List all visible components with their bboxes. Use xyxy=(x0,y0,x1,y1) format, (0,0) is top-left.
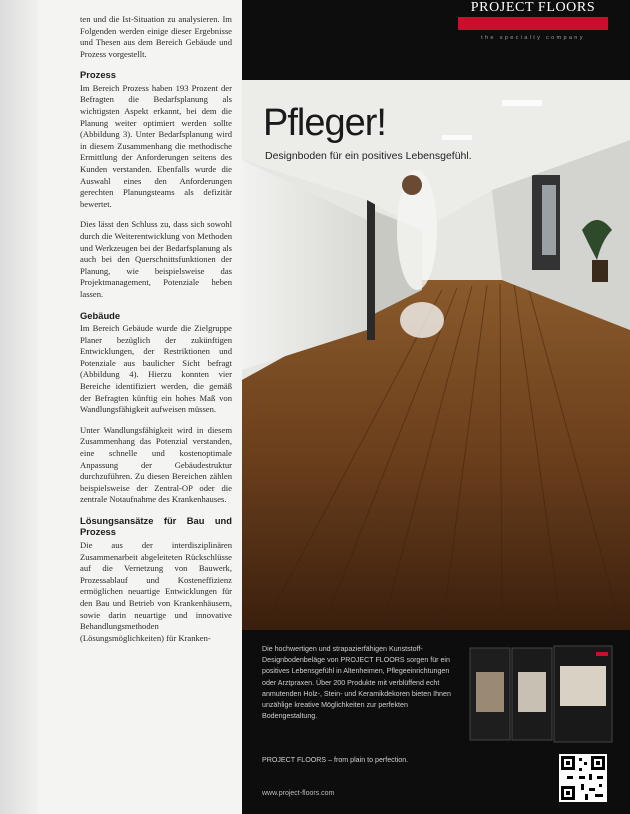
ad-slogan: PROJECT FLOORS – from plain to perfection. xyxy=(262,756,409,764)
heading-prozess: Prozess xyxy=(80,69,116,81)
loesung-paragraph: Die aus der interdisziplinären Zusammenarbeit abgeleiteten Rückschlüsse auf die Vernetzung von Bauwerk, Prozessablauf und Kosteneffizienz ermöglichen neuartige Entwicklungen für den Bau und Betrieb von Krankenhäusern, sowie darin neuartige und innovative Behandlungsmethoden (Lösungsmöglichkeiten) für Kranken- xyxy=(80,539,232,643)
prozess-paragraph-1: Im Bereich Prozess haben 193 Prozent der Befragten die Bedarfsplanung als wichtigsten Aspekt erkannt, bei dem die Planung weiter optimiert werden sollte (Abbildung 3). Unter Bedarfsplanung wird in diesem Zusammenhang die methodische Ermittlung der Anforderungen seitens des Kunden verstanden. Ebenfalls wurde die Auswahl eines den Anforderungen gerechten Planungsteams als defizitär bewertet. xyxy=(80,82,232,209)
article-column xyxy=(80,14,232,653)
intro-paragraph: ten und die Ist-Situation zu analysieren. Im Folgenden werden einige dieser Ergebnisse und Thesen aus dem Bereich Gebäude und Prozess vorgestellt. xyxy=(80,14,232,59)
ad-subline: Designboden für ein positives Lebensgefühl. xyxy=(265,150,472,162)
gebaeude-paragraph-1: Im Bereich Gebäude wurde die Zielgruppe Planer bezüglich der zukünftigen Entwicklungen, der Restriktionen und Potenziale aus baulicher Sicht befragt (Abbildung 4). Hierzu konnten vier Bereiche identifiziert werden, die gemäß der Befragten künftig ein hohes Maß von Wandlungsfähigkeit aufweisen müssen. xyxy=(80,323,232,415)
catalog-illustration xyxy=(466,644,616,746)
gebaeude-paragraph-2: Unter Wandlungsfähigkeit wird in diesem Zusammenhang das Potenzial verstanden, eine schnelle und kostenoptimale Anpassung der Gebäudestruktur durchzuführen. Zu diesen Bereichen zählen beispielsweise der Zentral-OP oder die zentrale Notaufnahme des Krankenhauses. xyxy=(80,424,232,505)
ad-url: www.project-floors.com xyxy=(262,790,335,797)
brand-name: PROJECT FLOORS xyxy=(470,0,596,15)
corridor-photo xyxy=(242,80,630,630)
ad-headline: Pfleger! xyxy=(263,102,386,144)
brand-logo xyxy=(458,0,608,41)
heading-gebaeude: Gebäude xyxy=(80,309,121,321)
brand-tagline: the specialty company xyxy=(481,35,585,41)
prozess-paragraph-2: Dies lässt den Schluss zu, dass sich sowohl durch die Weiterentwicklung von Methoden und Werkzeugen bei der Bedarfsplanung als auch bei den Querschnittsfunktionen der Planung, wie beispielsweise das Projektmanagement, Potenziale heben lassen. xyxy=(80,219,232,299)
page-gutter xyxy=(0,0,38,814)
brand-red-bar xyxy=(458,17,608,30)
heading-loesungsansaetze: Lösungsansätze für Bau und Prozess xyxy=(80,514,232,538)
qr-code-icon xyxy=(559,754,607,802)
catalog-binders-image xyxy=(466,644,616,746)
ad-copy: Die hochwertigen und strapazierfähigen Kunststoff-Designbodenbeläge von PROJECT FLOORS sorgen für ein positives Lebensgefühl in Altenheimen, Pflegeeinrichtungen oder Arztpraxen. Über 200 Produkte mit verblüffend echt anmutenden Holz-, Stein- und Keramikdekoren bieten Ihnen unzählige kreative Möglichkeiten zur perfekten Bodengestaltung. xyxy=(262,645,451,721)
corridor-illustration xyxy=(242,80,630,630)
